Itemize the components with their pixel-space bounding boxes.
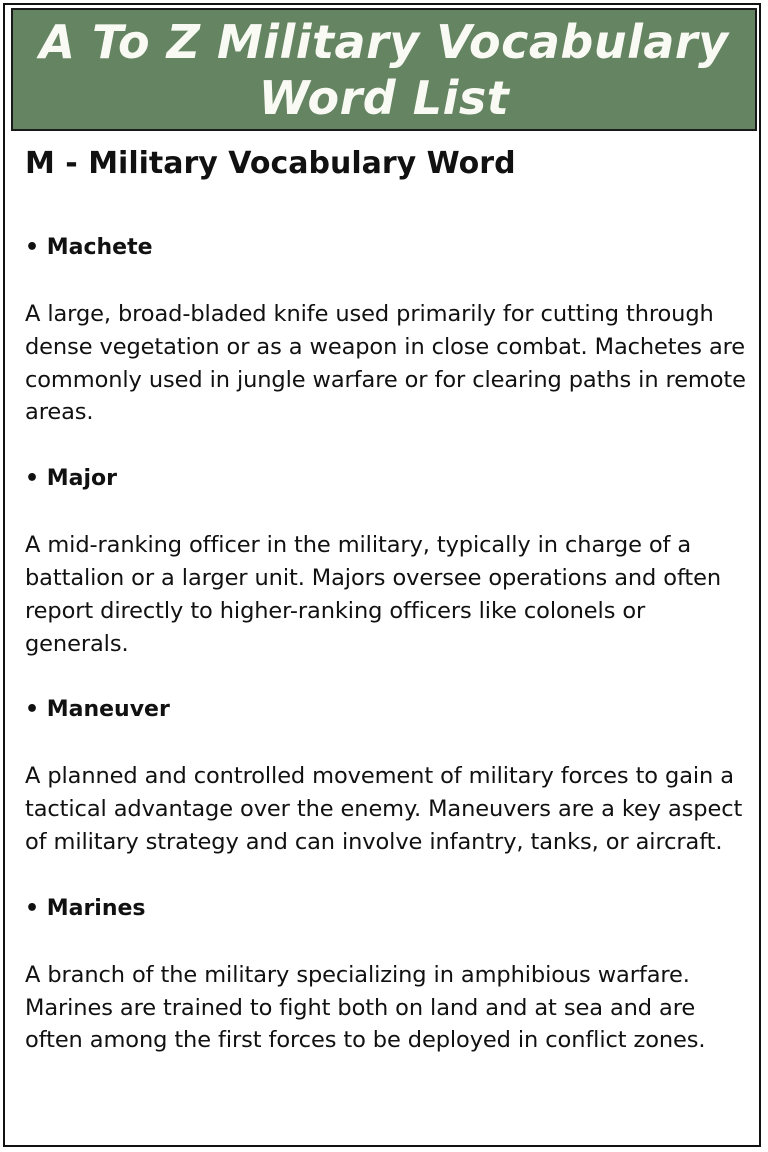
word-list <box>25 232 750 1091</box>
term-heading: • Marines <box>25 895 146 921</box>
term-definition: A branch of the military specializing in amphibious warfare. Marines are trained to fight both on land and at sea and are often among the first forces to be deployed in conflict zones. <box>25 961 706 1054</box>
section-heading: M - Military Vocabulary Word <box>25 146 516 181</box>
title-banner <box>11 8 757 131</box>
term-definition: A large, broad-bladed knife used primarily for cutting through dense vegetation or as a weapon in close combat. Machetes are commonly used in jungle warfare or for clearing paths in remote areas. <box>25 301 746 426</box>
term-definition: A planned and controlled movement of military forces to gain a tactical advantage over the enemy. Maneuvers are a key aspect of military strategy and can involve infantry, tanks, or aircraft. <box>25 763 743 855</box>
term-definition: A mid-ranking officer in the military, typically in charge of a battalion or a larger unit. Majors oversee operations and often report directly to higher-ranking officers like colonels or generals. <box>25 532 721 657</box>
term-heading: • Maneuver <box>25 697 170 723</box>
term-heading: • Machete <box>25 235 153 260</box>
term-heading: • Major <box>25 466 117 492</box>
page-title: A To Z Military Vocabulary Word List <box>39 14 729 125</box>
